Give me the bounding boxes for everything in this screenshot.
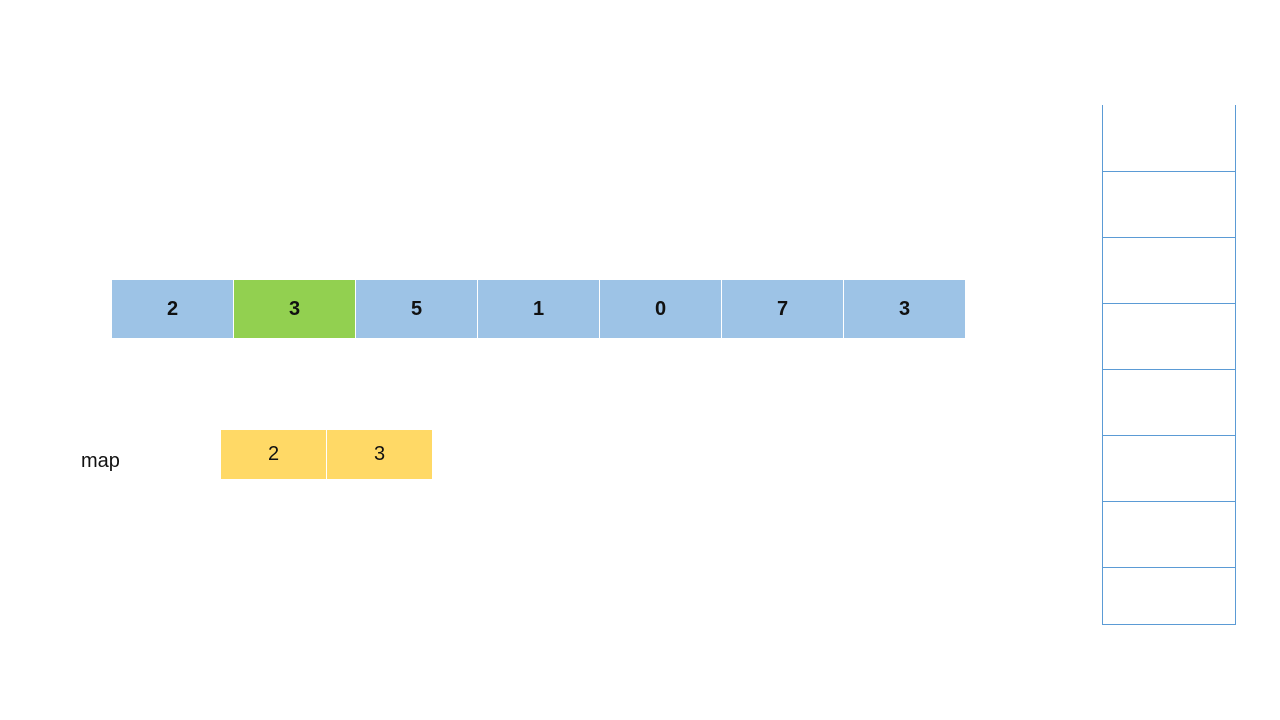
array-cell-3: 1: [478, 280, 599, 338]
array-cell-4: 0: [600, 280, 721, 338]
stack-slot-divider: [1102, 237, 1236, 238]
array-cell-5: 7: [722, 280, 843, 338]
array-cell-2: 5: [356, 280, 477, 338]
stack-left-wall: [1102, 105, 1103, 625]
array-cell-6: 3: [844, 280, 965, 338]
map-cell-0: 2: [221, 430, 326, 479]
stack-slot-divider: [1102, 303, 1236, 304]
input-array: [112, 280, 966, 338]
array-cell-1-highlighted: 3: [234, 280, 355, 338]
stack-right-wall: [1235, 105, 1236, 625]
map-label: map: [81, 450, 120, 472]
map-cell-1: 3: [327, 430, 432, 479]
map-entries: [221, 430, 433, 479]
stack-slot-divider: [1102, 567, 1236, 568]
stack-bottom: [1102, 624, 1236, 625]
stack-slot-divider: [1102, 369, 1236, 370]
array-cell-0: 2: [112, 280, 233, 338]
stack-slot-divider: [1102, 501, 1236, 502]
stack-slot-divider: [1102, 435, 1236, 436]
stack-container: [1102, 105, 1236, 625]
stack-slot-divider: [1102, 171, 1236, 172]
